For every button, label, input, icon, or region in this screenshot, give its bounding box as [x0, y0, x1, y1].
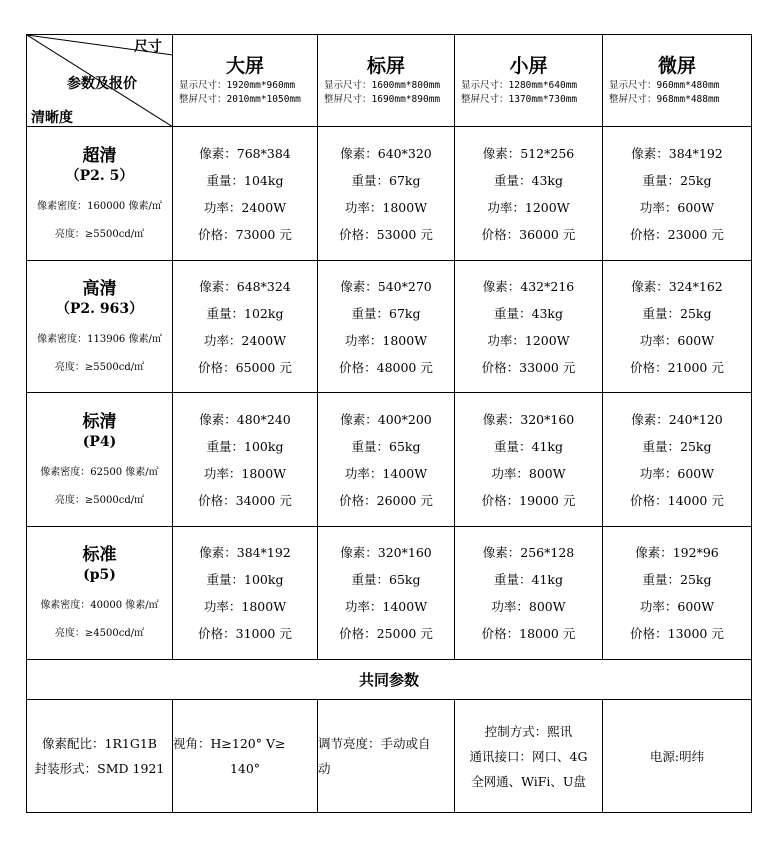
weight: 重量：65kg [351, 438, 421, 454]
display-size: 显示尺寸：1600mm*800mm [324, 79, 441, 91]
col-name: 微屏 [657, 54, 696, 77]
price: 价格：21000 元 [630, 359, 724, 375]
pixels: 像素：768*384 [199, 145, 291, 161]
power: 功率：600W [639, 465, 715, 481]
col-header-micro [603, 35, 752, 127]
power: 功率：2400W [203, 199, 287, 215]
price: 价格：26000 元 [339, 492, 433, 508]
brightness: 亮度：≥5500cd/㎡ [54, 228, 145, 240]
pixel-density: 像素密度：40000 像素/㎡ [40, 600, 159, 611]
col-name: 大屏 [225, 54, 264, 77]
spec-cell [455, 527, 603, 660]
price: 价格：48000 元 [339, 359, 433, 375]
spec-cell [603, 127, 752, 261]
table-row [27, 127, 752, 261]
power: 功率：1800W [203, 465, 287, 481]
common-cell-pixel [27, 700, 173, 813]
power: 功率：600W [639, 199, 715, 215]
row-header [27, 261, 173, 393]
pixels: 像素：432*216 [482, 278, 575, 294]
price: 价格：19000 元 [481, 492, 576, 508]
power: 功率：1800W [344, 332, 428, 348]
weight: 重量：100kg [206, 572, 284, 587]
brightness: 亮度：≥5500cd/㎡ [54, 361, 145, 373]
common-cell-control [455, 700, 603, 813]
overall-size: 整屏尺寸：2010mm*1050mm [179, 93, 301, 105]
spec-cell [603, 393, 752, 527]
pixels: 像素：640*320 [340, 145, 432, 161]
power: 功率：800W [491, 599, 566, 614]
pixels: 像素：240*120 [631, 411, 723, 427]
display-size: 显示尺寸：960mm*480mm [609, 79, 720, 91]
spec-cell [455, 127, 603, 261]
power: 功率：1200W [487, 199, 570, 215]
price: 价格：65000 元 [198, 359, 292, 375]
table-row [27, 393, 752, 527]
col-header-large [173, 35, 318, 127]
corner-size-label: 尺寸 [134, 39, 162, 55]
spec-cell [173, 127, 318, 261]
pixel-density: 像素密度：160000 像素/㎡ [37, 200, 162, 212]
common-params-title: 共同参数 [27, 660, 752, 700]
weight: 重量：43kg [494, 172, 563, 188]
pixels: 像素：320*160 [340, 545, 432, 560]
common-line: 控制方式：熙讯 [484, 723, 573, 739]
display-size: 显示尺寸：1280mm*640mm [461, 79, 578, 91]
common-line: 电源:明纬 [649, 748, 705, 764]
common-line: 封装形式：SMD 1921 [34, 761, 165, 776]
overall-size: 整屏尺寸：1690mm*890mm [324, 93, 441, 105]
common-row [27, 700, 752, 813]
col-name: 标屏 [366, 54, 405, 77]
col-name: 小屏 [509, 54, 548, 77]
power: 功率：800W [491, 465, 566, 481]
price: 价格：18000 元 [481, 626, 576, 641]
pixels: 像素：512*256 [482, 145, 575, 161]
pixels: 像素：192*96 [635, 545, 719, 560]
weight: 重量：43kg [494, 305, 563, 321]
pixels: 像素：400*200 [340, 411, 432, 427]
spec-cell [173, 393, 318, 527]
common-line: 像素配比：1R1G1B [42, 736, 157, 751]
pixel-pitch: （P2. 963） [55, 300, 144, 317]
power: 功率：2400W [203, 332, 287, 348]
weight: 重量：25kg [642, 172, 712, 188]
row-header [27, 393, 173, 527]
price: 价格：33000 元 [481, 359, 576, 375]
pixels: 像素：648*324 [199, 278, 291, 294]
header-row [27, 35, 752, 127]
common-line: 全网通、WiFi、U盘 [471, 773, 586, 789]
common-line: 通讯接口：网口、4G [469, 748, 588, 764]
pixel-pitch: （P2. 5） [65, 167, 134, 184]
spec-cell [318, 527, 455, 660]
price: 价格：25000 元 [339, 626, 433, 641]
power: 功率：1400W [344, 465, 428, 481]
col-header-standard [318, 35, 455, 127]
pixels: 像素：384*192 [631, 145, 723, 161]
pixel-pitch: (p5) [83, 567, 116, 583]
power: 功率：600W [639, 332, 715, 348]
weight: 重量：25kg [642, 305, 712, 321]
brightness: 亮度：≥4500cd/㎡ [54, 628, 145, 639]
spec-cell [318, 261, 455, 393]
spec-cell [603, 527, 752, 660]
corner-clarity-label: 清晰度 [31, 110, 73, 126]
common-cell-power [603, 700, 752, 813]
pixels: 像素：324*162 [631, 278, 723, 294]
row-header [27, 127, 173, 261]
weight: 重量：104kg [206, 172, 284, 188]
spec-cell [455, 261, 603, 393]
pixels: 像素：540*270 [340, 278, 432, 294]
weight: 重量：100kg [206, 438, 284, 454]
clarity-name: 标准 [82, 545, 117, 565]
power: 功率：600W [639, 599, 715, 614]
weight: 重量：41kg [494, 438, 563, 454]
clarity-name: 超清 [82, 145, 117, 166]
common-cell-angle [173, 700, 318, 813]
price: 价格：23000 元 [630, 226, 724, 242]
weight: 重量：102kg [206, 305, 284, 321]
common-line: 调节亮度：手动或自 [318, 736, 431, 751]
power: 功率：1200W [487, 332, 570, 348]
weight: 重量：67kg [351, 305, 421, 321]
display-size: 显示尺寸：1920mm*960mm [179, 79, 296, 91]
pixel-density: 像素密度：62500 像素/㎡ [40, 466, 159, 478]
common-line: 视角：H≥120° V≥ [173, 736, 286, 751]
price: 价格：34000 元 [198, 492, 292, 508]
common-line: 动 [318, 761, 331, 776]
weight: 重量：25kg [642, 572, 712, 587]
common-line: 140° [229, 761, 261, 776]
weight: 重量：25kg [642, 438, 712, 454]
spec-cell [455, 393, 603, 527]
power: 功率：1400W [344, 599, 428, 614]
spec-cell [603, 261, 752, 393]
pixels: 像素：480*240 [199, 411, 291, 427]
clarity-name: 高清 [82, 278, 117, 299]
spec-cell [173, 261, 318, 393]
clarity-name: 标清 [82, 411, 117, 432]
corner-cell [27, 35, 173, 127]
spec-cell [173, 527, 318, 660]
weight: 重量：67kg [351, 172, 421, 188]
price: 价格：14000 元 [630, 492, 724, 508]
power: 功率：1800W [203, 599, 287, 614]
common-cell-brightness [318, 700, 455, 813]
pixel-pitch: (P4) [82, 433, 117, 450]
power: 功率：1800W [344, 199, 428, 215]
price: 价格：31000 元 [198, 626, 292, 641]
row-header [27, 527, 173, 660]
brightness: 亮度：≥5000cd/㎡ [54, 494, 145, 506]
price: 价格：73000 元 [198, 226, 292, 242]
corner-params-label: 参数及报价 [67, 76, 137, 92]
spec-cell [318, 127, 455, 261]
overall-size: 整屏尺寸：1370mm*730mm [461, 93, 578, 105]
spec-cell [318, 393, 455, 527]
col-header-small [455, 35, 603, 127]
price: 价格：13000 元 [630, 626, 724, 641]
price: 价格：53000 元 [339, 226, 433, 242]
table-row [27, 527, 752, 660]
price: 价格：36000 元 [481, 226, 576, 242]
price-table [26, 34, 752, 813]
table-row [27, 261, 752, 393]
overall-size: 整屏尺寸：968mm*488mm [609, 93, 720, 105]
pixel-density: 像素密度：113906 像素/㎡ [37, 333, 162, 345]
weight: 重量：65kg [351, 572, 421, 587]
common-title-row [27, 660, 752, 700]
pixels: 像素：256*128 [482, 545, 575, 560]
weight: 重量：41kg [494, 572, 563, 587]
pixels: 像素：320*160 [482, 411, 575, 427]
pixels: 像素：384*192 [199, 545, 291, 560]
